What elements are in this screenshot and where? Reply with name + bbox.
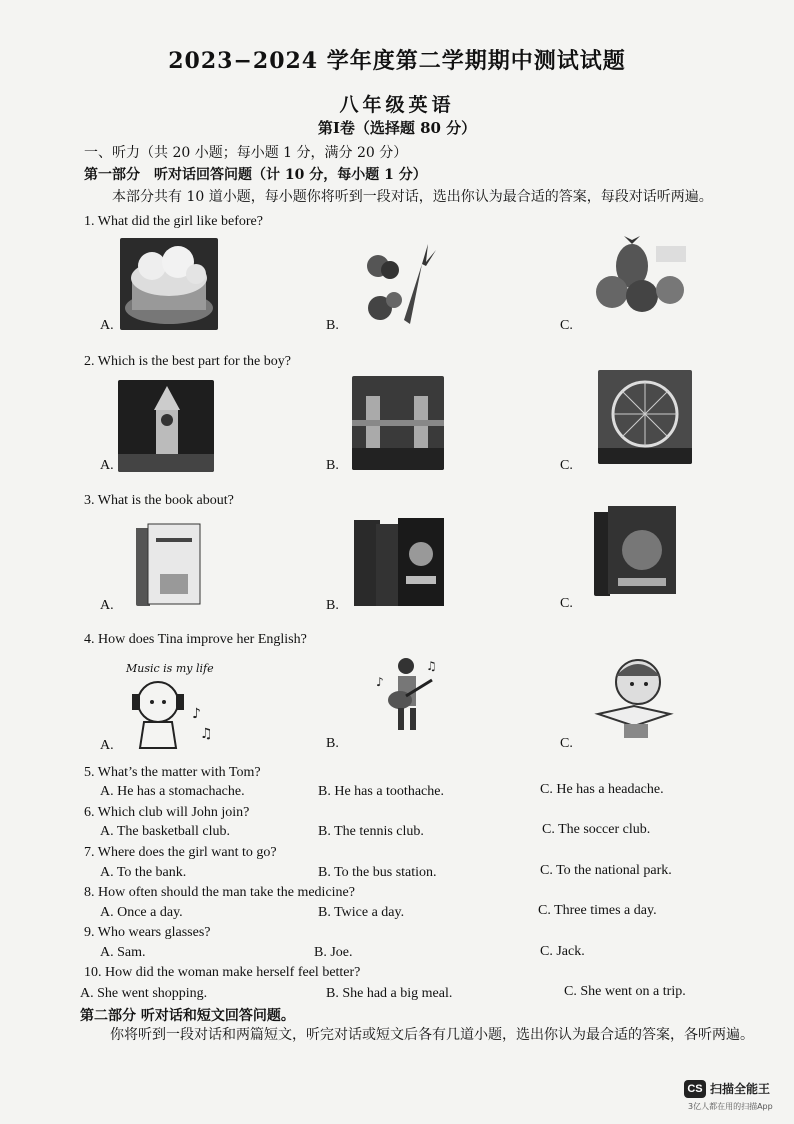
girl-headphones-picture: [114, 676, 214, 752]
question-10: 10. How did the woman make herself feel better?: [84, 965, 361, 980]
camscanner-name: 扫描全能王: [710, 1082, 771, 1096]
fruits-picture: [592, 236, 692, 316]
svg-text:♫: ♫: [426, 659, 437, 673]
part2-instructions: 你将听到一段对话和两篇短文，听完对话或短文后各有几道小题，选出你认为最合适的答案，各听两遍。: [110, 1027, 754, 1043]
option-10a: A. She went shopping.: [80, 986, 208, 1001]
option-label-4c: C.: [560, 736, 573, 751]
option-8c: C. Three times a day.: [538, 903, 657, 918]
option-8b: B. Twice a day.: [318, 905, 405, 920]
option-10b: B. She had a big meal.: [326, 986, 453, 1001]
svg-text:♪: ♪: [376, 675, 384, 689]
camscanner-tagline: 3亿人都在用的扫描App: [688, 1102, 773, 1111]
tower-bridge-picture: [352, 376, 444, 470]
option-label-3c: C.: [560, 596, 573, 611]
question-8: 8. How often should the man take the medicine?: [84, 885, 355, 900]
option-5b: B. He has a toothache.: [318, 784, 444, 799]
option-7b: B. To the bus station.: [318, 865, 437, 880]
option-label-1a: A.: [100, 318, 114, 333]
option-label-4b: B.: [326, 736, 339, 751]
option-6b: B. The tennis club.: [318, 824, 424, 839]
option-label-2c: C.: [560, 458, 573, 473]
option-5c: C. He has a headache.: [540, 782, 664, 797]
option-6a: A. The basketball club.: [100, 824, 230, 839]
volume-heading: 第Ⅰ卷（选择题 80 分）: [317, 119, 477, 137]
camscanner-logo: CS: [684, 1080, 706, 1098]
exam-title: 2023−2024 学年度第二学期期中测试试题: [168, 48, 626, 74]
subject-title: 八年级英语: [339, 94, 455, 116]
question-3: 3. What is the book about?: [84, 493, 234, 508]
option-5a: A. He has a stomachache.: [100, 784, 245, 799]
ice-cream-cake-picture: [120, 238, 218, 330]
option-9b: B. Joe.: [314, 945, 353, 960]
question-9: 9. Who wears glasses?: [84, 925, 211, 940]
option-9a: A. Sam.: [100, 945, 146, 960]
book-picture-c: [594, 506, 678, 596]
option-label-1b: B.: [326, 318, 339, 333]
option-9c: C. Jack.: [540, 944, 585, 959]
book-picture-a: [136, 522, 202, 606]
big-ben-picture: [118, 380, 214, 472]
section-heading: 一、听力（共 20 小题；每小题 1 分，满分 20 分）: [84, 145, 408, 161]
vegetables-picture: [360, 236, 452, 328]
music-caption: Music is my life: [126, 662, 214, 675]
option-10c: C. She went on a trip.: [564, 984, 686, 999]
question-2: 2. Which is the best part for the boy?: [84, 354, 291, 369]
svg-text:♪: ♪: [192, 706, 201, 722]
boy-reading-picture: [594, 652, 674, 740]
question-7: 7. Where does the girl want to go?: [84, 845, 277, 860]
question-4: 4. How does Tina improve her English?: [84, 632, 307, 647]
option-6c: C. The soccer club.: [542, 822, 651, 837]
svg-text:♫: ♫: [200, 726, 213, 742]
question-1: 1. What did the girl like before?: [84, 214, 263, 229]
question-6: 6. Which club will John join?: [84, 805, 250, 820]
option-8a: A. Once a day.: [100, 905, 183, 920]
part1-heading: 第一部分 听对话回答问题（计 10 分，每小题 1 分）: [84, 167, 427, 183]
option-7a: A. To the bank.: [100, 865, 187, 880]
option-label-1c: C.: [560, 318, 573, 333]
option-label-3a: A.: [100, 598, 114, 613]
ferris-wheel-picture: [598, 370, 692, 464]
chinese-history-books-picture: [354, 516, 446, 608]
man-guitar-picture: [372, 656, 442, 732]
option-label-4a: A.: [100, 738, 114, 753]
option-label-2b: B.: [326, 458, 339, 473]
question-5: 5. What’s the matter with Tom?: [84, 765, 261, 780]
option-7c: C. To the national park.: [540, 863, 672, 878]
option-label-2a: A.: [100, 458, 114, 473]
part1-instructions: 本部分共有 10 道小题，每小题你将听到一段对话，选出你认为最合适的答案，每段对话听两遍。: [112, 189, 713, 205]
part2-heading: 第二部分 听对话和短文回答问题。: [80, 1008, 295, 1024]
option-label-3b: B.: [326, 598, 339, 613]
